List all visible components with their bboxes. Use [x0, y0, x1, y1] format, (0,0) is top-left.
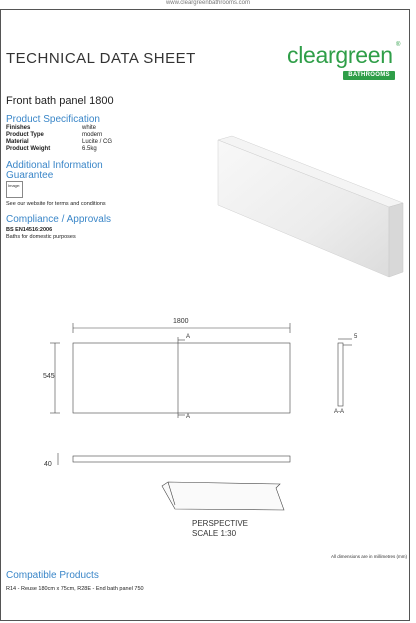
front-elevation [50, 323, 290, 418]
additional-info-heading: Additional Information [6, 160, 103, 171]
spec-value: Lucite / CG [82, 139, 113, 145]
compliance-standard: BS EN14516:2006 [6, 227, 53, 233]
section-view [338, 339, 352, 406]
section-profile [338, 343, 343, 406]
section-label: A-A [334, 409, 345, 415]
spec-value: white [82, 125, 97, 131]
compatible-products: R14 - Reuse 180cm x 75cm, R28E - End bath panel 750 [6, 586, 144, 592]
spec-key: Product Type [6, 132, 44, 138]
compliance-heading: Compliance / Approvals [6, 214, 112, 225]
spec-key: Material [6, 139, 29, 145]
logo-badge: BATHROOMS [343, 71, 395, 80]
panel-elevation-rect [73, 343, 290, 413]
perspective-panel [162, 482, 284, 510]
page-title: TECHNICAL DATA SHEET [6, 50, 196, 67]
panel-side [389, 203, 403, 277]
logo-word-green: green [335, 42, 393, 68]
bottom-thickness-dimension: 40 [44, 461, 52, 468]
spec-key: Product Weight [6, 146, 51, 152]
height-dimension: 545 [43, 373, 55, 380]
guarantee-stamp-image: Image: [6, 181, 23, 198]
perspective-view [162, 482, 284, 510]
perspective-label: PERSPECTIVE [192, 519, 249, 528]
spec-heading: Product Specification [6, 114, 100, 125]
site-url: www.cleargreenbathrooms.com [165, 0, 251, 6]
compatible-heading: Compatible Products [6, 570, 99, 581]
spec-value: 6.5kg [82, 146, 97, 152]
product-name: Front bath panel 1800 [6, 95, 114, 107]
logo-word-clear: clear [287, 42, 336, 68]
plan-rect [73, 456, 290, 462]
product-image [218, 136, 403, 277]
plan-view [58, 453, 290, 465]
scale-label: SCALE 1:30 [192, 529, 237, 538]
spec-value: modern [82, 132, 103, 138]
spec-key: Finishes [6, 125, 31, 131]
logo-registered-mark: ® [396, 42, 401, 48]
guarantee-heading: Guarantee [6, 170, 54, 181]
dimensions-note: All dimensions are in millimetres (mm) [331, 554, 408, 559]
width-dimension: 1800 [173, 318, 189, 325]
perspective-caption [192, 519, 248, 539]
panel-face [218, 140, 389, 277]
compliance-note: Baths for domestic purposes [6, 234, 76, 240]
guarantee-note: See our website for terms and conditions [6, 201, 106, 207]
section-marker-top: A [186, 334, 191, 340]
side-thickness-dimension: 5 [354, 334, 358, 340]
section-marker-bottom: A [186, 414, 191, 420]
